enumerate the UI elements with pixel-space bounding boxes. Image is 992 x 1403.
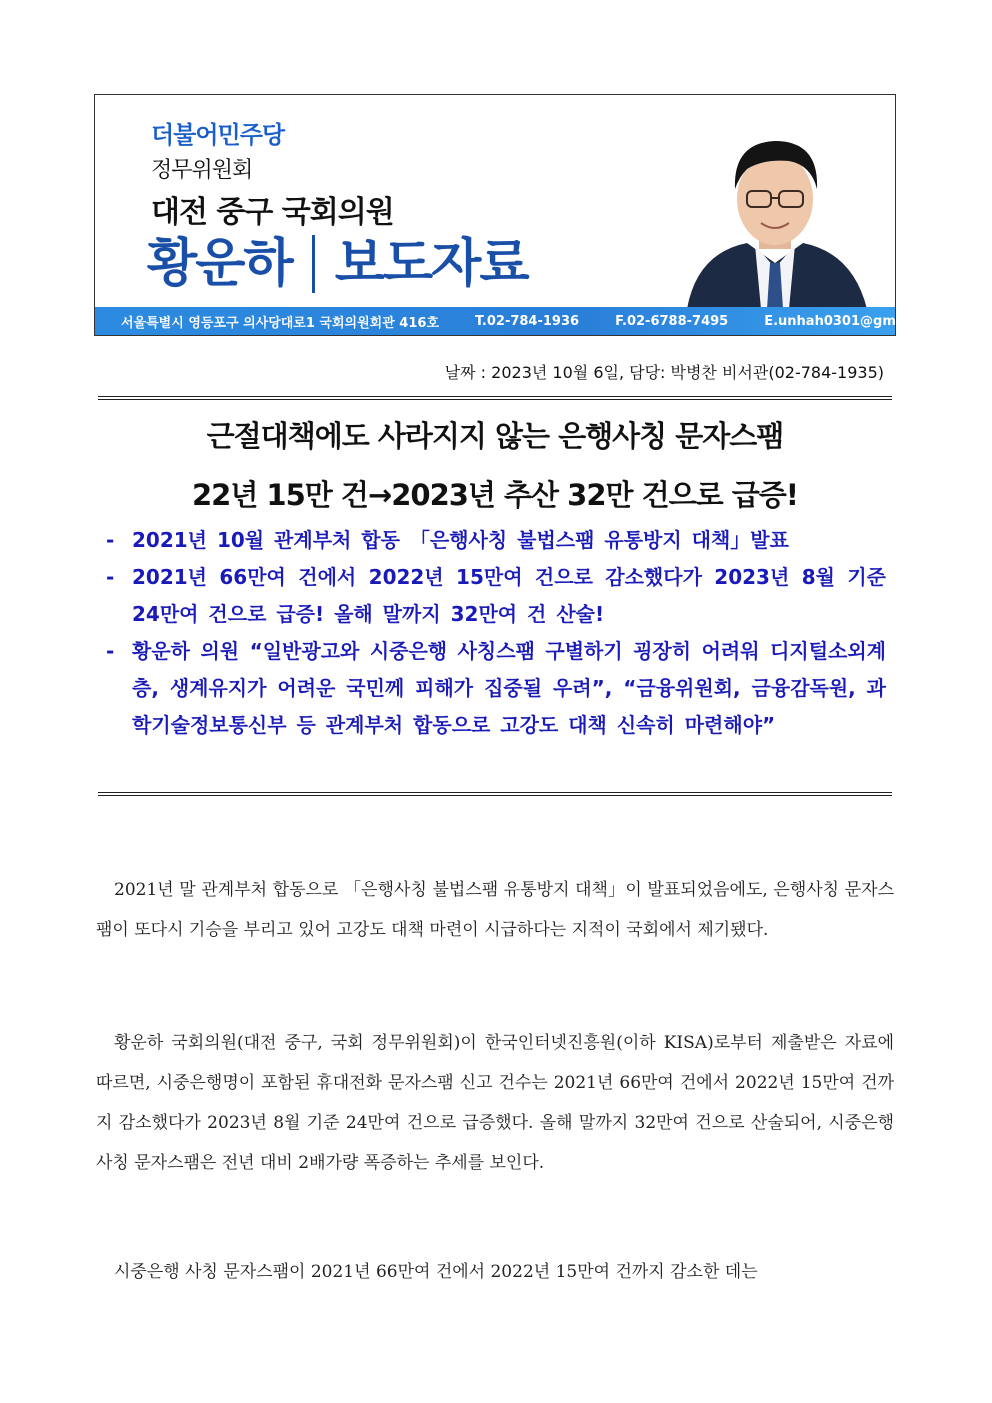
doc-type: 보도자료 xyxy=(334,234,528,294)
contact-bar xyxy=(95,307,949,335)
member-name: 황운하 xyxy=(147,234,292,294)
name-separator xyxy=(312,235,315,293)
office-email: E.unhah0301@gmail.com xyxy=(764,313,949,329)
bullet-text: 2021년 66만여 건에서 2022년 15만여 건으로 감소했다가 2023년 8월 기준 24만여 건으로 급증! 올해 말까지 32만여 건 산술! xyxy=(132,565,886,626)
paragraph-text: 황운하 국회의원(대전 중구, 국회 정무위원회)이 한국인터넷진흥원(이하 KISA)로부터 제출받은 자료에 따르면, 시중은행명이 포함된 휴대전화 문자스팸 신고 건수는 2021년 66만여 건에서 2022년 15만여 건까지 감소했다가 2023년 8월 기준 24만여 건으로 급증했다. 올해 말까지 32만여 건으로 산술되어, 시중은행 사칭 문자스팸은 전년 대비 2배가량 폭증하는 추세를 보인다. xyxy=(96,1033,894,1173)
bullet-text: 황운하 의원 “일반광고와 시중은행 사칭스팸 구별하기 굉장히 어려워 디지털소외계층, 생계유지가 어려운 국민께 피해가 집중될 우려”, “금융위원회, 금융감독원, 과학기술정보통신부 등 관계부처 합동으로 고강도 대책 신속히 마련해야” xyxy=(132,639,886,737)
headline-line-2: 22년 15만 건→2023년 추산 32만 건으로 급증! xyxy=(191,478,799,512)
member-portrait-photo xyxy=(677,103,873,309)
bottom-divider xyxy=(98,792,892,796)
party-name: 더불어민주당 xyxy=(151,121,285,149)
bullet-dash: - xyxy=(106,565,115,589)
summary-bullets xyxy=(106,522,886,744)
paragraph-text: 2021년 말 관계부처 합동으로 「은행사칭 불법스팸 유통방지 대책」이 발표되었음에도, 은행사칭 문자스팸이 또다시 기승을 부리고 있어 고강도 대책 마련이 시급하다는 지적이 국회에서 제기됐다. xyxy=(96,880,894,940)
bullet-text: 2021년 10월 관계부처 합동 「은행사칭 불법스팸 유통방지 대책」발표 xyxy=(132,528,789,552)
office-address: 서울특별시 영등포구 의사당대로1 국회의원회관 416호 xyxy=(121,315,440,331)
paragraph-text: 시중은행 사칭 문자스팸이 2021년 66만여 건에서 2022년 15만여 건까지 감소한 데는 xyxy=(114,1262,758,1282)
body-paragraph-1 xyxy=(96,870,894,950)
bullet-dash: - xyxy=(106,528,115,552)
office-fax: F.02-6788-7495 xyxy=(615,313,729,329)
press-release-banner xyxy=(94,94,949,336)
body-paragraph-3 xyxy=(96,1252,894,1292)
bullet-dash: - xyxy=(106,639,115,663)
bullet-item xyxy=(106,559,886,633)
dateline: 날짜 : 2023년 10월 6일, 담당: 박병찬 비서관(02-784-1935) xyxy=(444,363,884,382)
name-line xyxy=(147,229,528,299)
committee-name: 정무위원회 xyxy=(151,158,253,183)
body-paragraph-2 xyxy=(96,1023,894,1183)
bullet-item xyxy=(106,522,886,559)
member-title: 대전 중구 국회의원 xyxy=(151,195,394,230)
headline-line-1: 근절대책에도 사라지지 않는 은행사칭 문자스팸 xyxy=(206,419,784,453)
top-divider xyxy=(98,396,892,400)
bullet-item xyxy=(106,633,886,744)
office-tel: T.02-784-1936 xyxy=(475,313,580,329)
